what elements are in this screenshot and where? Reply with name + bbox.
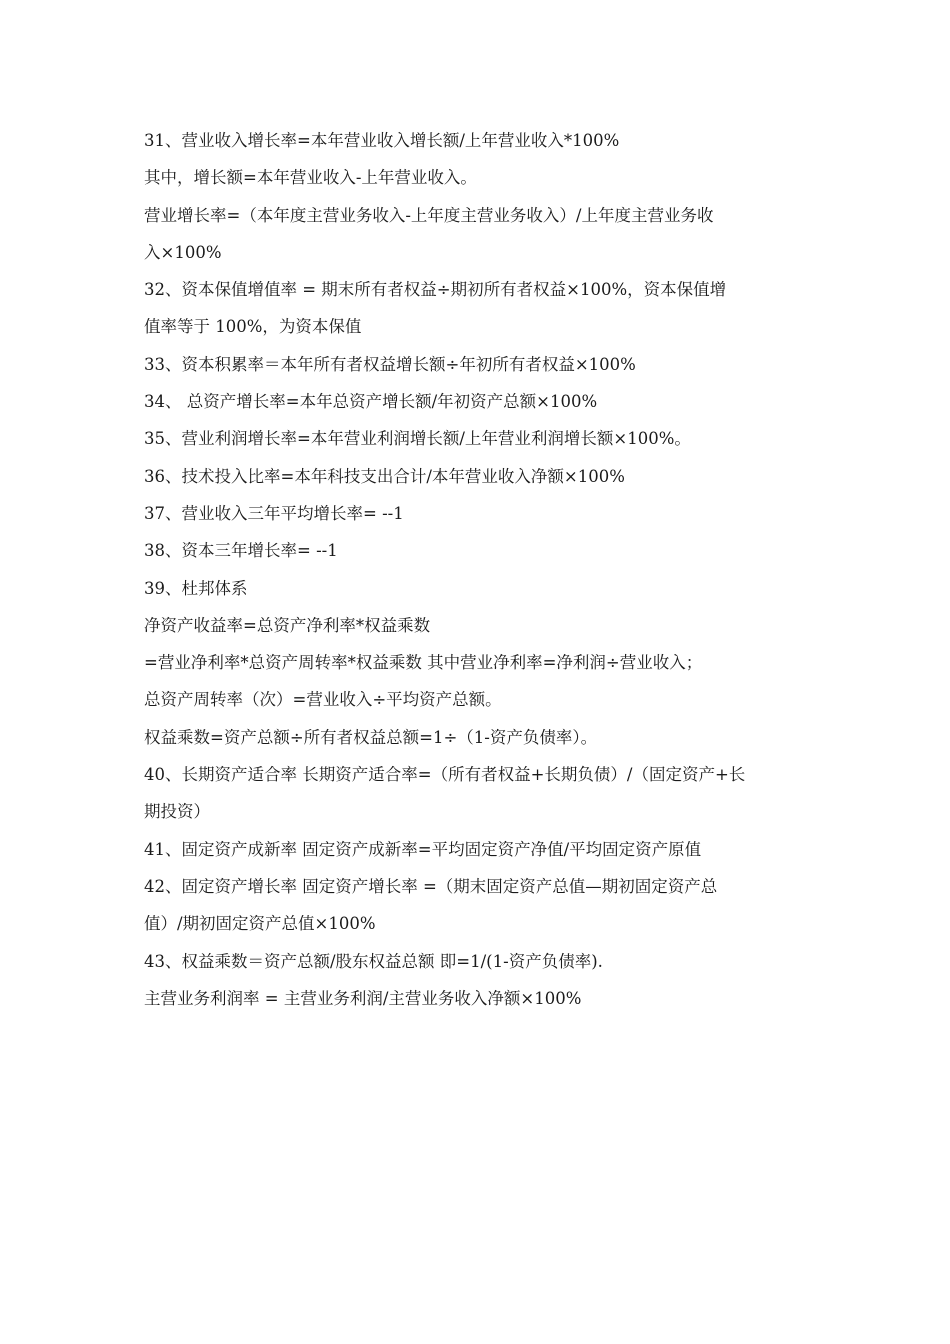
text-line: 值率等于 100%，为资本保值 xyxy=(144,317,362,337)
text-line: 35、营业利润增长率=本年营业利润增长额/上年营业利润增长额×100%。 xyxy=(144,429,691,449)
text-line: 其中，增长额=本年营业收入-上年营业收入。 xyxy=(144,168,477,188)
text-line: 34、 总资产增长率=本年总资产增长额/年初资产总额×100% xyxy=(144,392,598,412)
text-line: 43、权益乘数＝资产总额/股东权益总额 即=1/(1-资产负债率). xyxy=(144,951,603,971)
text-line: 权益乘数=资产总额÷所有者权益总额=1÷（1-资产负债率）。 xyxy=(144,727,598,747)
text-line: 37、营业收入三年平均增长率= --1 xyxy=(144,503,404,523)
text-line: 净资产收益率=总资产净利率*权益乘数 xyxy=(144,615,431,635)
text-line: 总资产周转率（次）=营业收入÷平均资产总额。 xyxy=(144,690,502,710)
text-line: 41、固定资产成新率 固定资产成新率=平均固定资产净值/平均固定资产原值 xyxy=(144,839,702,859)
text-line: 38、资本三年增长率= --1 xyxy=(144,541,338,561)
text-line: 40、长期资产适合率 长期资产适合率=（所有者权益+长期负债）/（固定资产+长 xyxy=(144,765,746,785)
text-line: 值）/期初固定资产总值×100% xyxy=(144,914,376,934)
text-line: 期投资） xyxy=(144,802,210,822)
text-line: 32、资本保值增值率 = 期末所有者权益÷期初所有者权益×100%，资本保值增 xyxy=(144,280,727,300)
text-line: =营业净利率*总资产周转率*权益乘数 其中营业净利率=净利润÷营业收入； xyxy=(144,653,703,673)
text-line: 36、技术投入比率=本年科技支出合计/本年营业收入净额×100% xyxy=(144,466,625,486)
text-line: 39、杜邦体系 xyxy=(144,578,248,598)
text-line: 42、固定资产增长率 固定资产增长率 =（期末固定资产总值—期初固定资产总 xyxy=(144,876,718,896)
text-line: 33、资本积累率＝本年所有者权益增长额÷年初所有者权益×100% xyxy=(144,354,636,374)
text-line: 31、营业收入增长率=本年营业收入增长额/上年营业收入*100% xyxy=(144,131,620,150)
text-line: 营业增长率=（本年度主营业务收入-上年度主营业务收入）/上年度主营业务收 xyxy=(144,205,714,225)
text-line: 入×100% xyxy=(144,242,222,262)
text-line: 主营业务利润率 = 主营业务利润/主营业务收入净额×100% xyxy=(144,988,582,1008)
document-body xyxy=(144,122,816,1017)
